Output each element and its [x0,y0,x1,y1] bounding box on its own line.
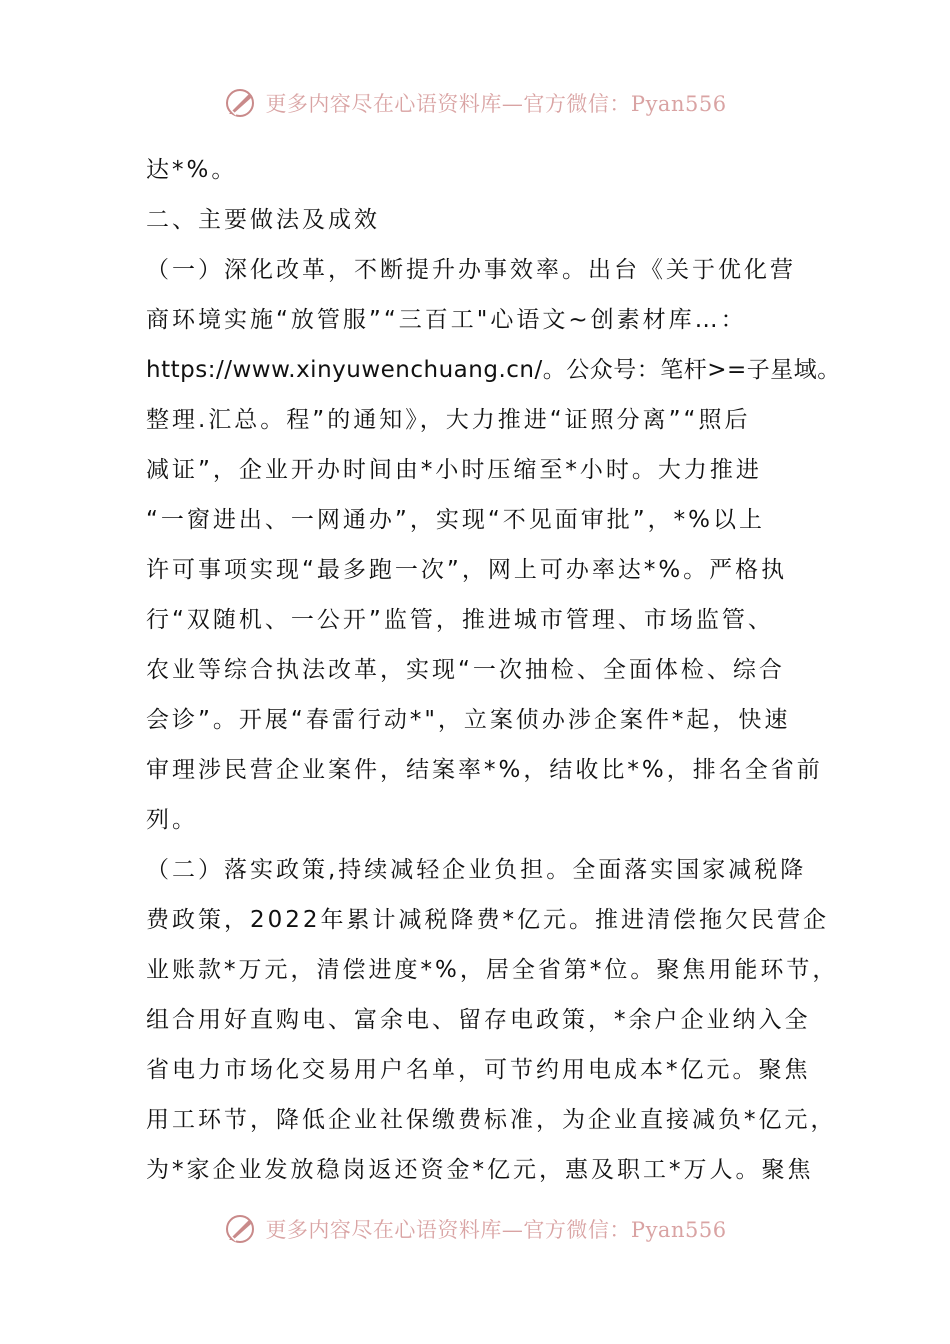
text-line: 行“双随机、一公开”监管，推进城市管理、市场监管、 [146,607,774,633]
quill-logo-icon [223,1212,257,1246]
text-line: 农业等综合执法改革，实现“一次抽检、全面体检、综合 [146,657,785,683]
footer-watermark [0,1209,950,1249]
text-line: 商环境实施“放管服”“三百工"心语文~创素材库…： [146,307,747,333]
text-line: 整理.汇总。程”的通知》，大力推进“证照分离”“照后 [146,407,751,433]
text-line: （二）落实政策,持续减轻企业负担。全面落实国家减税降 [146,857,807,883]
text-line: 许可事项实现“最多跑一次”，网上可办率达*%。严格执 [146,557,788,583]
text-line: 费政策，2022年累计减税降费*亿元。推进清偿拖欠民营企 [146,907,830,933]
text-line: 达*%。 [146,157,238,183]
text-line-url: https://www.xinyuwenchuang.cn/。公众号：笔杆>=子星域。 [146,357,841,383]
header-watermark-text: 更多内容尽在心语资料库—官方微信：Pyan556 [265,92,727,116]
text-line: 业账款*万元，清偿进度*%，居全省第*位。聚焦用能环节， [146,957,839,983]
text-line: 为*家企业发放稳岗返还资金*亿元，惠及职工*万人。聚焦 [146,1157,814,1183]
text-line: “一窗进出、一网通办”，实现“不见面审批”，*%以上 [146,507,766,533]
quill-logo-icon [223,86,257,120]
text-line: 省电力市场化交易用户名单，可节约用电成本*亿元。聚焦 [146,1057,811,1083]
header-watermark [0,83,950,123]
text-line: 会诊”。开展“春雷行动*"，立案侦办涉企案件*起，快速 [146,707,791,733]
footer-watermark-text: 更多内容尽在心语资料库—官方微信：Pyan556 [265,1218,727,1242]
text-line: 用工环节，降低企业社保缴费标准，为企业直接减负*亿元， [146,1107,837,1133]
text-line: 减证”，企业开办时间由*小时压缩至*小时。大力推进 [146,457,762,483]
text-line: 列。 [146,807,198,833]
document-body [146,145,841,1195]
text-line: 组合用好直购电、富余电、留存电政策，*余户企业纳入全 [146,1007,811,1033]
text-line: （一）深化改革，不断提升办事效率。出台《关于优化营 [146,257,796,283]
section-heading: 二、主要做法及成效 [146,207,380,233]
text-line: 审理涉民营企业案件，结案率*%，结收比*%，排名全省前 [146,757,823,783]
